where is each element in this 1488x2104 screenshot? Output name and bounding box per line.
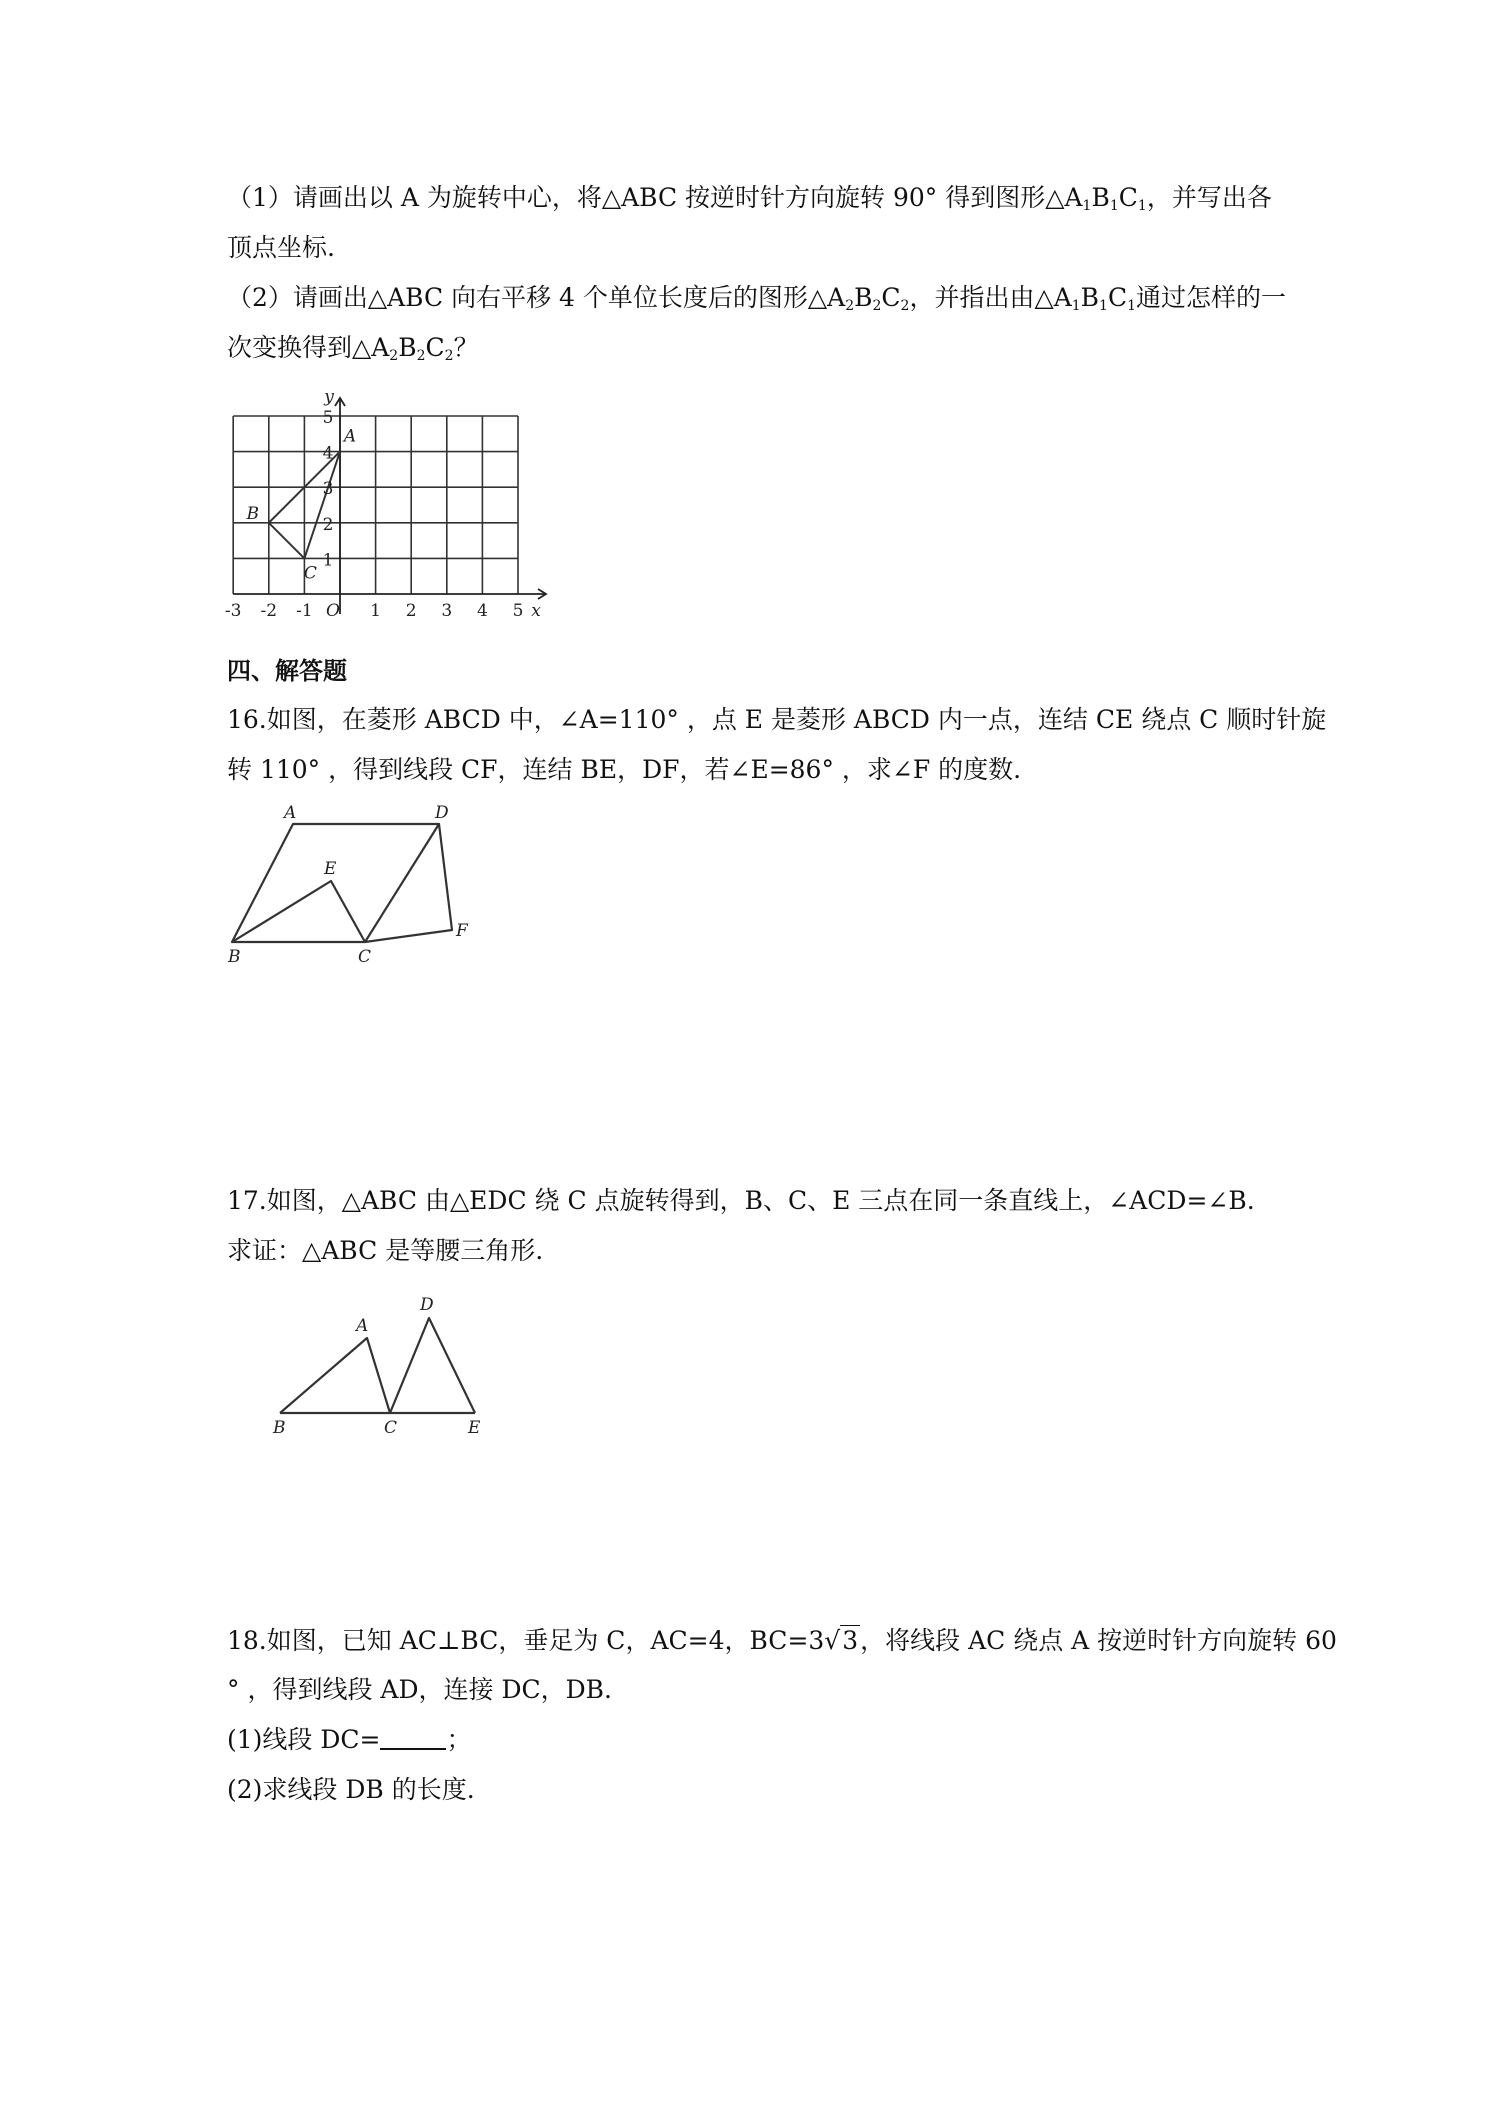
q17-label-d: D [420, 1295, 434, 1315]
q17-line1: 17.如图，△ABC 由△EDC 绕 C 点旋转得到，B、C、E 三点在同一条直线上，∠ACD=∠B. [227, 1186, 1255, 1215]
y-tick-label: 2 [322, 514, 334, 535]
triangle-abc-sides [280, 1338, 390, 1413]
q17-label-b: B [273, 1418, 286, 1438]
q16-line1: 16.如图，在菱形 ABCD 中，∠A=110° ，点 E 是菱形 ABCD 内一点，连结 CE 绕点 C 顺时针旋 [227, 705, 1327, 734]
q17-label-c: C [384, 1418, 398, 1438]
q18-line3: (1)线段 DC= ； [227, 1725, 472, 1754]
q16-label-e: E [324, 859, 337, 879]
x-tick-label: -3 [224, 601, 242, 621]
q16-figure [220, 798, 480, 968]
q17-line2: 求证：△ABC 是等腰三角形. [227, 1236, 544, 1265]
y-tick-label: 5 [322, 408, 334, 428]
q17-label-a: A [356, 1316, 369, 1336]
grid-lines [233, 416, 518, 594]
q15-part1-line1: （1）请画出以 A 为旋转中心，将△ABC 按逆时针方向旋转 90° 得到图形$\triangle A_1B_1C_1$，并写出各 [227, 183, 1272, 214]
segment-be-ec [232, 881, 365, 942]
q15-part1-line2: 顶点坐标. [227, 233, 335, 262]
q17-figure [260, 1280, 520, 1440]
triangle-edc-sides [390, 1318, 475, 1413]
x-tick-label: -2 [260, 601, 278, 621]
q15-part2-line2: 次变换得到$\triangle A_2B_2C_2$？ [227, 333, 479, 364]
x-axis-label: x [531, 601, 541, 621]
answer-blank [380, 1726, 446, 1750]
coordinate-grid-figure [220, 380, 560, 630]
q18-line2: ° ，得到线段 AD，连接 DC，DB. [227, 1675, 612, 1704]
x-tick-label: 1 [370, 601, 382, 621]
y-tick-label: 3 [322, 479, 334, 500]
y-tick-label: 4 [322, 443, 334, 464]
x-tick-label: 4 [476, 601, 488, 621]
rhombus-abcd [232, 824, 439, 942]
q15-part2-line1: （2）请画出△ABC 向右平移 4 个单位长度后的图形$\triangle A_2B_2C_2$，并指出由$\triangle A_1B_1C_1$通过怎样的一 [227, 283, 1287, 314]
x-tick-label: -1 [296, 601, 313, 621]
q16-label-c: C [358, 947, 372, 967]
sqrt-expression: √3 [824, 1626, 859, 1655]
y-tick-label: 1 [322, 550, 334, 571]
x-tick-label: 5 [512, 601, 524, 621]
point-label-c: C [303, 563, 317, 584]
y-axis-label: y [324, 387, 334, 407]
axes [233, 398, 546, 614]
q17-label-e: E [468, 1418, 481, 1438]
x-tick-label: 3 [441, 601, 453, 621]
point-label-a: A [343, 426, 357, 447]
segment-df-fc [365, 824, 452, 942]
q18-line1: 18.如图，已知 AC⊥BC，垂足为 C，AC=4，BC=3√3，将线段 AC 绕点 A 按逆时针方向旋转 60 [227, 1624, 1337, 1658]
q16-label-b: B [228, 947, 241, 967]
point-label-b: B [246, 503, 260, 524]
q18-line4: (2)求线段 DB 的长度. [227, 1775, 475, 1804]
q16-label-f: F [456, 921, 468, 941]
x-tick-label: 2 [405, 601, 417, 621]
q16-label-d: D [435, 803, 449, 823]
section-heading: 四、解答题 [227, 657, 347, 685]
q16-line2: 转 110° ，得到线段 CF，连结 BE，DF，若∠E=86° ，求∠F 的度数. [227, 755, 1022, 784]
q16-label-a: A [284, 803, 297, 823]
origin-label: O [326, 601, 340, 621]
grid-labels [225, 387, 541, 621]
